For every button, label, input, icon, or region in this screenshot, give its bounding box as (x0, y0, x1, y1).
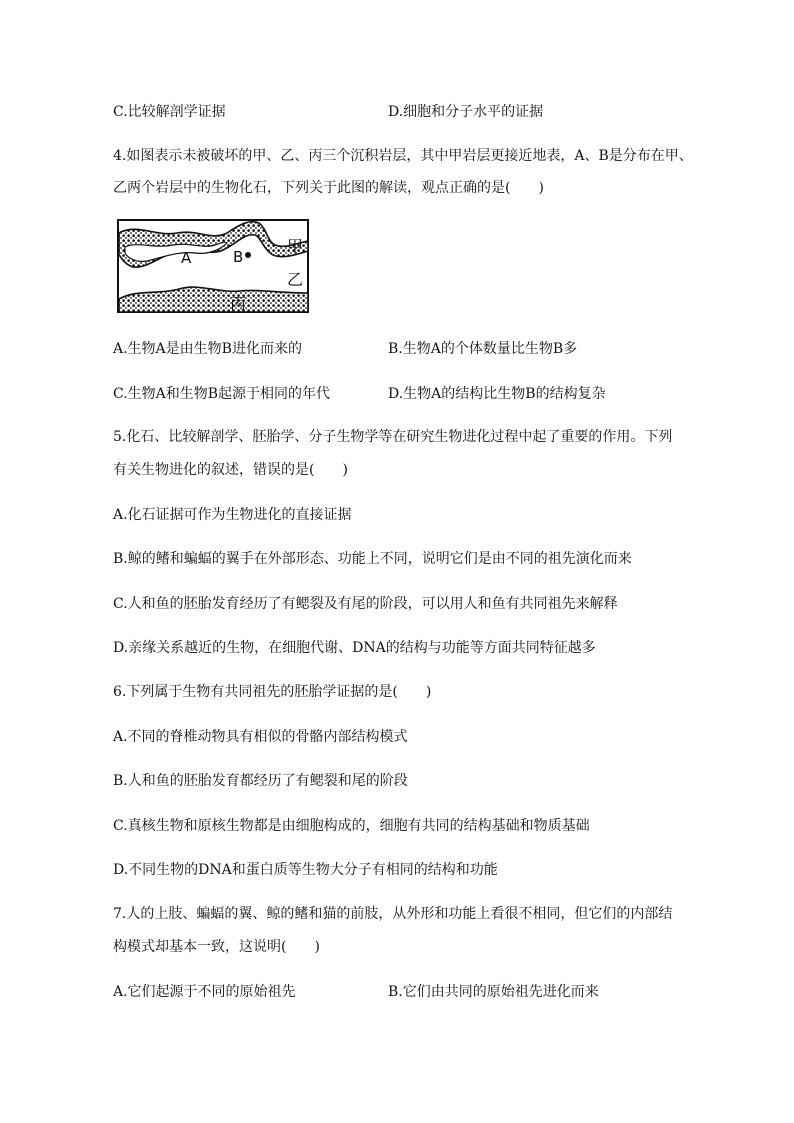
label-b: B (233, 248, 244, 266)
q4-option-d: D.生物A的结构比生物B的结构复杂 (388, 386, 606, 402)
label-bing: 丙 (230, 294, 247, 313)
q6-option-a: A.不同的脊椎动物具有相似的骨骼内部结构模式 (113, 729, 408, 745)
label-a: A (181, 249, 192, 267)
label-yi: 乙 (287, 270, 304, 289)
q6-option-b: B.人和鱼的胚胎发育都经历了有鳃裂和尾的阶段 (113, 773, 408, 789)
q5-option-c: C.人和鱼的胚胎发育经历了有鳃裂及有尾的阶段，可以用人和鱼有共同祖先来解释 (113, 596, 618, 612)
q7-stem-line1: 7.人的上肢、蝙蝠的翼、鲸的鳍和猫的前肢，从外形和功能上看很不相同，但它们的内部结 (113, 906, 673, 922)
q4-option-b: B.生物A的个体数量比生物B多 (388, 341, 578, 357)
q3-option-c: C.比较解剖学证据 (113, 104, 226, 120)
q4-stem-line1: 4.如图表示未被破坏的甲、乙、丙三个沉积岩层，其中甲岩层更接近地表，A、B是分布在甲、 (113, 148, 693, 164)
q5-stem-line1: 5.化石、比较解剖学、胚胎学、分子生物学等在研究生物进化过程中起了重要的作用。下列 (113, 429, 673, 445)
q5-option-d: D.亲缘关系越近的生物，在细胞代谢、DNA的结构与功能等方面共同特征越多 (113, 640, 596, 656)
label-jia: 甲 (287, 237, 304, 256)
q6-option-d: D.不同生物的DNA和蛋白质等生物大分子有相同的结构和功能 (113, 862, 498, 878)
q5-stem-line2: 有关生物进化的叙述，错误的是( ) (113, 462, 348, 478)
q7-option-b: B.它们由共同的原始祖先进化而来 (388, 984, 599, 1000)
q4-option-a: A.生物A是由生物B进化而来的 (113, 341, 302, 357)
q6-stem: 6.下列属于生物有共同祖先的胚胎学证据的是( ) (113, 684, 432, 700)
q7-option-a: A.它们起源于不同的原始祖先 (113, 984, 296, 1000)
q3-option-d: D.细胞和分子水平的证据 (388, 104, 544, 120)
q7-stem-line2: 构模式却基本一致，这说明( ) (113, 939, 320, 955)
q4-option-c: C.生物A和生物B起源于相同的年代 (113, 386, 331, 402)
sediment-layers-figure (117, 219, 309, 313)
q4-stem-line2: 乙两个岩层中的生物化石，下列关于此图的解读，观点正确的是( ) (113, 180, 544, 196)
fossil-b-dot (245, 252, 251, 258)
q5-option-b: B.鲸的鳍和蝙蝠的翼手在外部形态、功能上不同，说明它们是由不同的祖先演化而来 (113, 551, 632, 567)
q5-option-a: A.化石证据可作为生物进化的直接证据 (113, 507, 352, 523)
q6-option-c: C.真核生物和原核生物都是由细胞构成的，细胞有共同的结构基础和物质基础 (113, 818, 590, 834)
